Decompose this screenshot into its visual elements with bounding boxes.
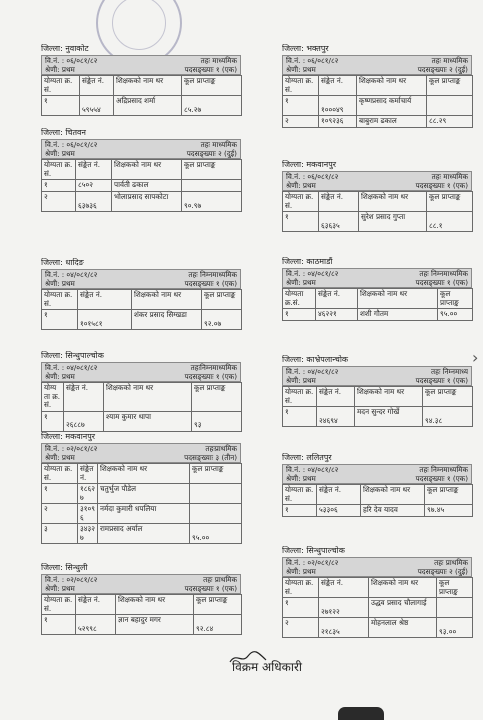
teacher-name: हरि देव यादव [361,505,425,517]
vacancy-header [282,268,472,288]
result-table [41,75,242,116]
district-name: जिल्ला: मकवानपुर [41,432,96,441]
column-header: शिक्षकको नाम थर [98,464,190,484]
column-header: कूल प्राप्ताङ्क [427,192,473,212]
table-row [42,96,242,116]
header-row-2 [45,453,237,462]
vacancy-number: वि.नं. : ०४/०८१/८२ [286,465,339,474]
table-header-row [283,289,473,309]
table-row [283,407,473,427]
post-count: पदसङ्ख्याः १ (एक) [415,474,468,483]
total-score: ९२.०७ [202,310,242,330]
class-label: श्रेणी: प्रथम [286,474,316,483]
column-header: योग्यता क्र.सं. [42,464,78,484]
table-row [283,309,473,321]
district-block [282,44,472,128]
district-name: जिल्ला: ललितपुर [282,453,332,462]
result-table [41,289,242,330]
post-count: पदसङ्ख्याः २ (दुई) [417,567,468,576]
district-block [41,44,241,116]
column-header: संङ्केत नं. [316,289,358,309]
serial-number: १ [283,505,317,517]
column-header: कूल प्राप्ताङ्क [427,76,473,96]
table-row [283,96,473,116]
result-table [41,382,242,432]
level-label: तहः माध्यमिक [431,172,468,181]
column-header: योग्यता क्र.सं. [283,387,317,407]
header-row-1 [286,56,468,65]
class-label: श्रेणी: प्रथम [45,372,75,381]
header-row-1 [286,269,468,278]
post-count: पदसङ्ख्याः २ (दुई) [417,65,468,74]
serial-number: १ [42,484,78,504]
teacher-name: शंकर प्रसाद सिग्खडा [132,310,202,330]
table-header-row [283,387,473,407]
column-header: कूल प्राप्ताङ्क [425,485,473,505]
column-header: योग्यता क्र.सं. [42,160,76,180]
header-row-1 [45,575,237,584]
table-header-row [283,485,473,505]
table-row [283,618,473,638]
class-label: श्रेणी: प्रथम [286,65,316,74]
column-header: संङ्केत नं. [78,464,98,484]
vacancy-number: वि.नं. : ०४/०८१/८२ [45,363,98,372]
header-row-1 [45,140,237,149]
column-header: शिक्षकको नाम थर [358,289,438,309]
class-label: श्रेणी: प्रथम [286,376,316,385]
column-header: शिक्षकको नाम थर [114,76,182,96]
serial-number: १ [283,96,319,116]
serial-number: २ [283,116,319,128]
vacancy-header [282,464,472,484]
column-header: शिक्षकको नाम थर [369,578,437,598]
column-header: संङ्केत नं. [76,595,116,615]
post-count: पदसङ्ख्याः २ (दुई) [186,149,237,158]
header-row-2 [45,149,237,158]
header-row-2 [286,567,468,576]
total-score: ९२.८४ [194,615,242,635]
teacher-name: उद्धव प्रसाद चौलागाई [369,598,437,618]
district-block [282,546,472,638]
district-name: जिल्ला: सिन्धुपाल्चोक [282,546,345,555]
level-label: तहः माध्यमिक [431,56,468,65]
table-header-row [283,192,473,212]
column-header: कूल प्राप्ताङ्क [182,160,242,180]
district-block [41,258,241,330]
total-score [437,598,473,618]
table-header-row [283,578,473,598]
symbol-number: १०००४९ [319,96,357,116]
teacher-name: बाबुराम ढकाल [357,116,427,128]
header-row-2 [286,278,468,287]
post-count: पदसङ्ख्याः ३ (तीन) [184,453,237,462]
vacancy-header [282,55,472,75]
class-label: श्रेणी: प्रथम [286,181,316,190]
post-count: पदसङ्ख्याः १ (एक) [415,278,468,287]
total-score [190,504,242,524]
header-row-1 [45,270,237,279]
column-header: कूल प्राप्ताङ्क [194,595,242,615]
class-label: श्रेणी: प्रथम [45,149,75,158]
total-score: ९४.३८ [423,407,473,427]
district-block [41,563,241,635]
vacancy-number: वि.नं. : ०६/०८१/८२ [45,140,98,149]
serial-number: १ [283,212,319,232]
column-header: शिक्षकको नाम थर [361,485,425,505]
table-row [283,505,473,517]
result-table [41,594,242,635]
level-label: तहः प्राथमिक [434,558,468,567]
table-row [283,598,473,618]
symbol-number: २७१२२ [319,598,369,618]
vacancy-number: वि.नं. : ०६/०८१/८२ [286,172,339,181]
header-row-1 [286,558,468,567]
table-header-row [42,464,242,484]
header-row-2 [45,279,237,288]
teacher-name: मोहनलाल श्रेष्ठ [369,618,437,638]
column-header: कूल प्राप्ताङ्क [182,76,242,96]
header-row-1 [286,465,468,474]
serial-number: २ [42,504,78,524]
column-header: शिक्षकको नाम थर [355,387,423,407]
symbol-number: ३४३२७ [78,524,98,544]
serial-number: ३ [42,524,78,544]
district-name: जिल्ला: नुवाकोट [41,44,89,53]
symbol-number: २१८३५ [319,618,369,638]
table-row [283,116,473,128]
district-name: जिल्ला: भक्तपुर [282,44,329,53]
post-count: पदसङ्ख्याः १ (एक) [415,181,468,190]
teacher-name: श्याम कुमार थापा [104,411,192,431]
header-row-2 [286,376,468,385]
result-table [282,75,473,128]
total-score: ९५.०० [190,524,242,544]
serial-number: १ [283,598,319,618]
class-label: श्रेणी: प्रथम [45,279,75,288]
teacher-name: ज्ञान बहादुर मगर [116,615,194,635]
post-count: पदसङ्ख्याः १ (एक) [184,65,237,74]
teacher-name: पार्वती ढकाल [112,180,182,192]
serial-number: २ [42,192,76,212]
teacher-name: मदन सुन्दर गोर्खे [355,407,423,427]
column-header: योग्यता क्र.सं. [283,578,319,598]
level-label: तहः निम्नमाध्यमिक [419,269,468,278]
total-score: ९७.४५ [425,505,473,517]
vacancy-header [41,269,241,289]
district-block [41,351,241,432]
total-score: ८८.१ [427,212,473,232]
symbol-number: ६३७३६ [76,192,112,212]
district-name: जिल्ला: काभ्रेपलान्चोक [282,355,349,364]
symbol-number: ५२९९८ [76,615,116,635]
signature-name: विक्रम अधिकारी [232,660,302,674]
header-row-1 [45,56,237,65]
table-row [42,192,242,212]
table-row [42,180,242,192]
level-label: तहः प्राथमिक [203,575,237,584]
vacancy-header [282,557,472,577]
column-header: कूल प्राप्ताङ्क [423,387,473,407]
column-header: संङ्केत नं. [64,383,104,412]
column-header: संङ्केत नं. [317,485,361,505]
header-row-2 [45,584,237,593]
total-score: ९३.०० [437,618,473,638]
header-row-1 [45,363,237,372]
level-label: तहःप्राथमिक [205,444,237,453]
teacher-name: चतुर्भुज पौडेल [98,484,190,504]
vacancy-number: वि.नं. : ०२/०८१/८२ [45,575,98,584]
vacancy-number: वि.नं. : ०६/०८१/८२ [286,56,339,65]
symbol-number: २६८८७ [64,411,104,431]
column-header: कूल प्राप्ताङ्क [192,383,242,412]
column-header: कूल प्राप्ताङ्क [438,289,473,309]
district-name: जिल्ला: सिन्धुली [41,563,88,572]
header-row-1 [286,367,468,376]
vacancy-number: वि.नं. : ०४/०८१/८२ [286,269,339,278]
symbol-number: ६३६३५ [319,212,359,232]
teacher-name: रामप्रसाद अर्याल [98,524,190,544]
symbol-number: ४६२२१ [316,309,358,321]
level-label: तहः माध्यमिक [200,140,237,149]
teacher-name: शशी गौतम [358,309,438,321]
table-header-row [283,76,473,96]
serial-number: १ [283,407,317,427]
column-header: शिक्षकको नाम थर [116,595,194,615]
column-header: योग्यता क्र.सं. [42,383,64,412]
vacancy-header [41,55,241,75]
teacher-name: भोलाप्रसाद सापकोटा [112,192,182,212]
teacher-name: सुरेश प्रसाद गुप्ता [359,212,427,232]
serial-number: १ [42,180,76,192]
column-header: योग्यता क्र.सं. [42,76,80,96]
column-header: संङ्केत नं. [76,160,112,180]
vacancy-number: वि.नं. : ०६/०८१/८२ [45,56,98,65]
column-header: शिक्षकको नाम थर [112,160,182,180]
district-block [41,128,241,212]
class-label: श्रेणी: प्रथम [286,567,316,576]
header-row-1 [286,172,468,181]
serial-number: १ [42,96,80,116]
teacher-name: कृष्णप्रसाद कर्माचार्य [357,96,427,116]
result-table [282,577,473,638]
column-header: संङ्केत नं. [319,192,359,212]
serial-number: १ [42,411,64,431]
post-count: पदसङ्ख्याः १ (एक) [184,372,237,381]
vacancy-header [41,139,241,159]
column-header: योग्यता क्र.सं. [42,290,78,310]
result-table [41,463,242,544]
level-label: तहःनिम्नमाध्यमिक [190,363,237,372]
vacancy-number: वि.नं. : ०४/०८१/८२ [286,367,339,376]
district-block [282,160,472,232]
level-label: तहः निम्नमाध्यमिक [419,465,468,474]
table-row [42,310,242,330]
bottom-overlay [338,707,384,720]
result-table [282,191,473,232]
post-count: पदसङ्ख्याः १ (एक) [415,376,468,385]
column-header: योग्यता क्र.सं. [283,192,319,212]
table-row [42,411,242,431]
symbol-number: ५३३०६ [317,505,361,517]
district-block [282,257,472,321]
header-row-2 [286,65,468,74]
teacher-name: अद्रिप्रसाद शर्मा [114,96,182,116]
symbol-number: ५९५५४ [80,96,114,116]
district-block [41,432,241,544]
class-label: श्रेणी: प्रथम [45,65,75,74]
level-label: तहः निम्नमाध्यमिक [188,270,237,279]
symbol-number: ८५०२ [76,180,112,192]
vacancy-number: वि.नं. : ०२/०८१/८२ [286,558,339,567]
teacher-name: नर्मदा कुमारी धपलिया [98,504,190,524]
district-block [282,453,472,517]
vacancy-number: वि.नं. : ०४/०८१/८२ [45,270,98,279]
column-header: शिक्षकको नाम थर [104,383,192,412]
total-score: ८५.२७ [182,96,242,116]
header-row-2 [286,181,468,190]
class-label: श्रेणी: प्रथम [45,453,75,462]
vacancy-number: वि.नं. : ०२/०८१/८२ [45,444,98,453]
column-header: योग्यता क्र.सं. [42,595,76,615]
vacancy-header [282,366,472,386]
header-row-2 [286,474,468,483]
serial-number: २ [283,618,319,638]
table-header-row [42,76,242,96]
column-header: योग्यता क्र.सं. [283,485,317,505]
column-header: संङ्केत नं. [317,387,355,407]
header-row-2 [45,65,237,74]
table-row [42,615,242,635]
column-header: संङ्केत नं. [319,76,357,96]
district-name: जिल्ला: चितवन [41,128,86,137]
post-count: पदसङ्ख्याः १ (एक) [184,584,237,593]
header-row-1 [45,444,237,453]
level-label: तहः निम्नमाध्य [431,367,468,376]
column-header: शिक्षकको नाम थर [359,192,427,212]
column-header: शिक्षकको नाम थर [357,76,427,96]
total-score: ९३ [192,411,242,431]
level-label: तहः माध्यमिक [200,56,237,65]
table-row [42,484,242,504]
vacancy-header [41,443,241,463]
column-header: संङ्केत नं. [78,290,132,310]
class-label: श्रेणी: प्रथम [45,584,75,593]
table-header-row [42,160,242,180]
table-header-row [42,595,242,615]
total-score [190,484,242,504]
column-header: योग्यता क्र.सं. [283,289,316,309]
symbol-number: ३१०९६ [78,504,98,524]
table-row [42,524,242,544]
symbol-number: १८६२७ [78,484,98,504]
header-row-2 [45,372,237,381]
result-table [41,159,242,212]
column-header: कूल प्राप्ताङ्क [202,290,242,310]
serial-number: १ [283,309,316,321]
district-name: जिल्ला: धादिङ [41,258,84,267]
column-header: कूल प्राप्ताङ्क [437,578,473,598]
vacancy-header [282,171,472,191]
column-header: योग्यता क्र.सं. [283,76,319,96]
district-name: जिल्ला: सिन्धुपाल्चोक [41,351,104,360]
district-block [282,355,472,427]
class-label: श्रेणी: प्रथम [286,278,316,287]
serial-number: १ [42,310,78,330]
total-score: ८८.२९ [427,116,473,128]
district-name: जिल्ला: मकवानपुर [282,160,337,169]
edge-arrow-icon: › [472,348,479,367]
post-count: पदसङ्ख्याः १ (एक) [184,279,237,288]
symbol-number: १०१५८१ [78,310,132,330]
result-table [282,386,473,427]
table-header-row [42,383,242,412]
vacancy-header [41,362,241,382]
serial-number: १ [42,615,76,635]
result-table [282,288,473,321]
table-row [283,212,473,232]
vacancy-header [41,574,241,594]
column-header: संङ्केत नं. [319,578,369,598]
total-score: ९०.९७ [182,192,242,212]
symbol-number: १०९२३६ [319,116,357,128]
total-score: ९५.०० [438,309,473,321]
total-score [182,180,242,192]
column-header: शिक्षकको नाम थर [132,290,202,310]
column-header: कूल प्राप्ताङ्क [190,464,242,484]
column-header: संङ्केत नं. [80,76,114,96]
table-row [42,504,242,524]
symbol-number: २४६९४ [317,407,355,427]
total-score [427,96,473,116]
table-header-row [42,290,242,310]
result-table [282,484,473,517]
district-name: जिल्ला: काठमाडौं [282,257,333,266]
